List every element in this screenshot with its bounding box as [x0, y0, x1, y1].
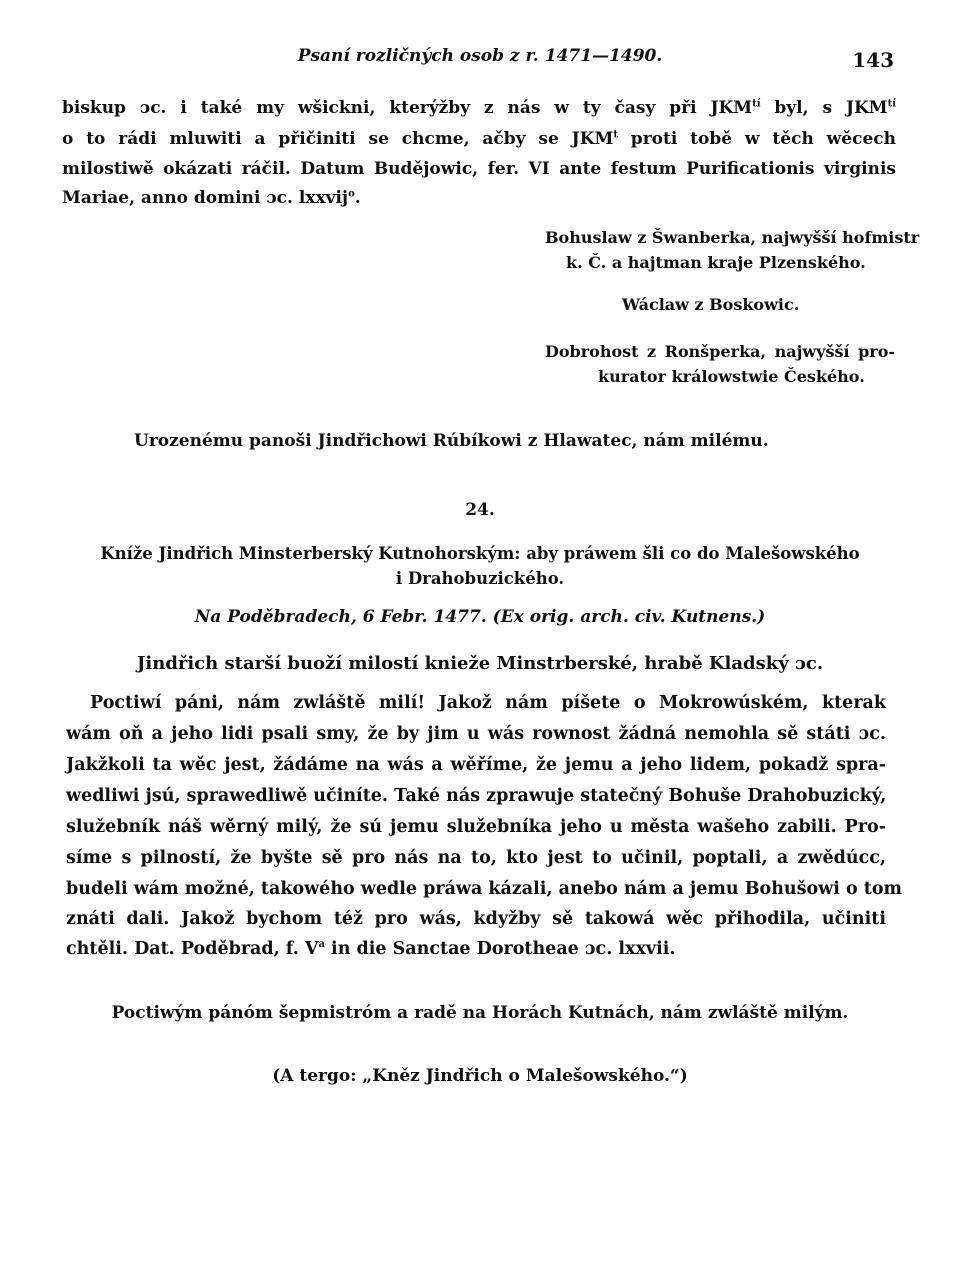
- letter-24-address: Poctiwým pánóm šepmistróm a radě na Horách Kutnách, nám zwláště milým.: [111, 1003, 849, 1023]
- letter-line-2: o to rádi mluwiti a přičiniti se chcme, ačby se JKM$^t$ proti tobě w těch wěcech: [62, 129, 896, 149]
- salutation: Jindřich starší buoží milostí knieže Minstrberské, hrabě Kladský ɔc.: [136, 653, 824, 674]
- text-line-9: chtěli. Dat. Poděbrad, f. $V^a$ in die Sanctae Dorotheae ɔc. lxxvii.: [66, 939, 676, 959]
- running-head: [0, 44, 960, 74]
- text-line-4: wedliwi jsú, sprawedliwě učiníte. Také nás zprawuje statečný Bohuše Drahobuzický,: [66, 786, 887, 806]
- signatory-1-line-2: k. Č. a hajtman kraje Plzenského.: [566, 253, 866, 272]
- regest-line-1: Kníže Jindřich Minsterberský Kutnohorským: aby práwem šli co do Malešowského: [100, 544, 860, 563]
- text-line-5: služebník náš wěrný milý, že sú jemu služebníka jeho u města wašeho zabili. Pro-: [66, 817, 886, 837]
- text-line-2: wám oň a jeho lidi psali smy, že by jim u wás rownost žádná nemohla sě státi ɔc.: [66, 724, 886, 744]
- text-line-7: budeli wám možné, takowého wedle práwa kázali, anebo nám a jemu Bohušowi o tom: [66, 879, 903, 899]
- running-head-title: Psaní rozličných osob z r. 1471—1490.: [297, 46, 663, 66]
- signatory-3-line-1: Dobrohost z Ronšperka, najwyšší pro-: [545, 342, 895, 361]
- text-line-1: Poctiwí páni, nám zwláště milí! Jakož nám píšete o Mokrowúském, kterak: [90, 693, 886, 713]
- letter-line-3: milostiwě okázati ráčil. Datum Budějowic, fer. VI ante festum Purificationis virginis: [62, 159, 896, 179]
- signatory-2: Wáclaw z Boskowic.: [622, 295, 800, 314]
- page-number: 143: [852, 48, 894, 72]
- document-number: 24.: [465, 500, 495, 520]
- letter-line-4: Mariae, anno domini ɔc. lxxvij$^o$.: [62, 188, 361, 208]
- letter-address: Urozenému panoši Jindřichowi Rúbíkowi z Hlawatec, nám milému.: [134, 431, 769, 451]
- text-line-8: znáti dali. Jakož bychom též pro wás, kdyžby sě takowá wěc přihodila, učiniti: [66, 909, 886, 929]
- text-line-6: síme s pilností, že byšte sě pro nás na to, kto jest to učinil, poptali, a zwědúcc,: [66, 848, 886, 868]
- regest-line-2: i Drahobuzického.: [395, 569, 565, 588]
- text-line-3: Jakžkoli ta wěc jest, žádáme na wás a wěříme, že jemu a jeho lidem, pokadž spra-: [66, 755, 886, 775]
- letter-line-1: biskup ɔc. i také my wšickni, kterýžby z nás w ty časy při $JKM^{tí}$ byl, s $JKM^{tí}$: [62, 98, 897, 118]
- signatory-3-line-2: kurator králowstwie Českého.: [598, 367, 865, 386]
- endorsement: (A tergo: „Kněz Jindřich o Malešowského.“): [272, 1066, 688, 1086]
- dating-line: Na Poděbradech, 6 Febr. 1477. (Ex orig. arch. civ. Kutnens.): [194, 607, 766, 627]
- signatory-1-line-1: Bohuslaw z Šwanberka, najwyšší hofmistr: [545, 228, 920, 247]
